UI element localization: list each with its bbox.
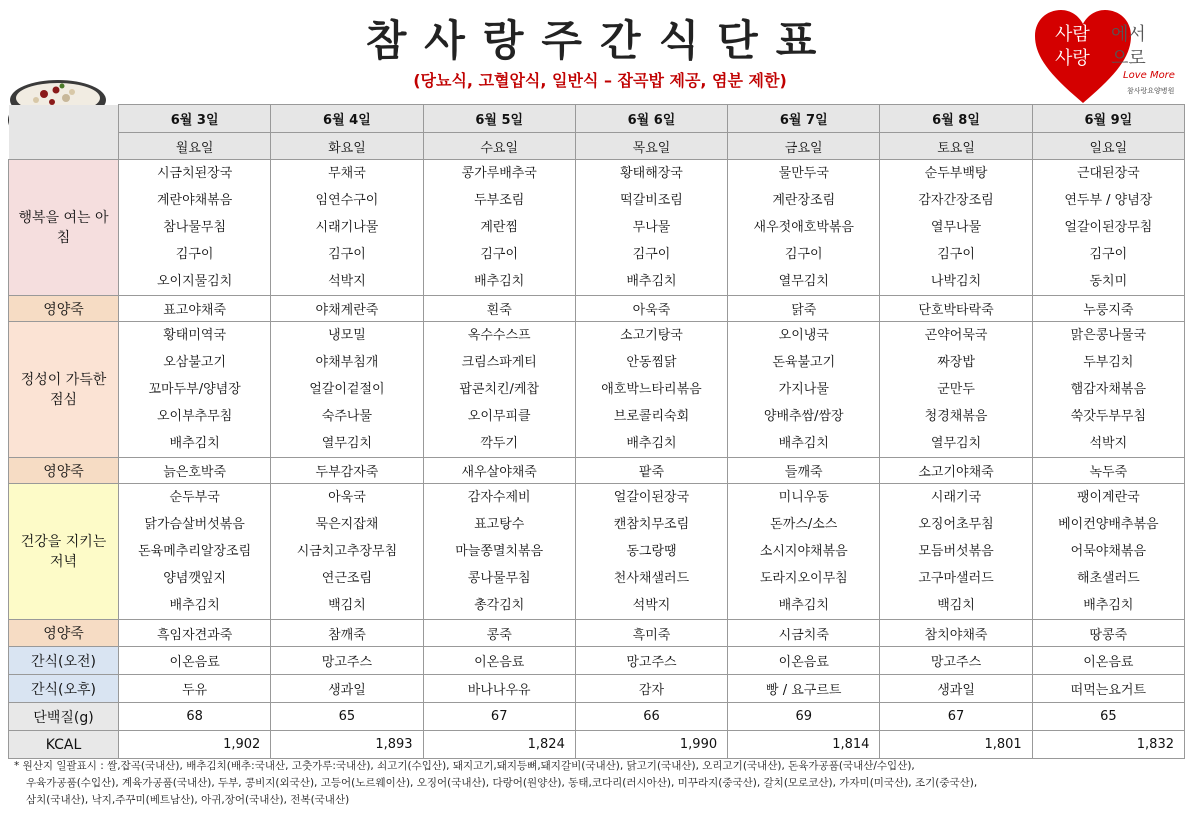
- menu-item: 숙주나물: [321, 409, 373, 424]
- kcal-cell: 1,824: [423, 731, 575, 759]
- menu-item: 김구이: [328, 247, 366, 262]
- porridge-dinner-cell: 흑임자견과죽: [119, 620, 271, 647]
- porridge-dinner-row: [9, 620, 1185, 647]
- porridge-breakfast-cell: 닭죽: [728, 296, 880, 322]
- menu-item: 열무김치: [930, 436, 982, 451]
- menu-item: 얼갈이된장국: [613, 490, 690, 505]
- snack-pm-cell: 빵 / 요구르트: [728, 675, 880, 703]
- menu-item: 김구이: [480, 247, 519, 262]
- menu-item: 냉모밀: [328, 328, 366, 343]
- porridge-breakfast-cell: 누룽지죽: [1032, 296, 1184, 322]
- lunch-cell: [880, 322, 1032, 458]
- logo-text-1: 사람: [1055, 24, 1090, 45]
- menu-item: 캔참치무조림: [613, 517, 690, 532]
- logo-org: 참사랑요양병원: [1127, 87, 1175, 95]
- dinner-cell: [575, 484, 727, 620]
- menu-item: 돈육메추리알장조림: [138, 544, 252, 559]
- weekday-cell: 화요일: [271, 133, 423, 160]
- dinner-cell: [728, 484, 880, 620]
- menu-item: 맑은콩나물국: [1070, 328, 1147, 343]
- porridge-lunch-row: [9, 458, 1185, 484]
- menu-item: 오이지물김치: [156, 274, 233, 289]
- menu-item: 순두부국: [169, 490, 220, 505]
- breakfast-label: 행복을 여는 아침: [9, 160, 119, 296]
- menu-item: 얼갈이된장무침: [1064, 220, 1153, 235]
- menu-item: 참나물무침: [163, 220, 227, 235]
- porridge-dinner-cell: 흑미죽: [575, 620, 727, 647]
- weekday-cell: 목요일: [575, 133, 727, 160]
- menu-item: 양배추쌈/쌈장: [763, 409, 844, 424]
- porridge-breakfast-cell: 단호박타락죽: [880, 296, 1032, 322]
- menu-item: 연근조림: [321, 571, 373, 586]
- menu-item: 도라지오이무침: [759, 571, 848, 586]
- menu-item: 양념깻잎지: [163, 571, 227, 586]
- menu-item: 배추김치: [626, 274, 677, 289]
- menu-item: 순두부백탕: [924, 166, 988, 181]
- menu-item: 콩나물무침: [467, 571, 531, 586]
- menu-item: 콩가루배추국: [461, 166, 537, 181]
- porridge-dinner-cell: 참치야채죽: [880, 620, 1032, 647]
- snack-am-cell: 이온음료: [1032, 647, 1184, 675]
- date-cell: 6월 6일: [575, 105, 727, 133]
- page-subtitle: (당뇨식, 고혈압식, 일반식 – 잡곡밥 제공, 염분 제한): [413, 71, 787, 90]
- porridge-dinner-label: 영양죽: [9, 620, 119, 647]
- breakfast-cell: [1032, 160, 1184, 296]
- menu-item: 청경채볶음: [924, 409, 988, 424]
- protein-cell: 66: [575, 703, 727, 731]
- lunch-cell: [575, 322, 727, 458]
- lunch-cell: [119, 322, 271, 458]
- snack-pm-cell: 바나나우유: [423, 675, 575, 703]
- weekday-cell: 일요일: [1032, 133, 1184, 160]
- menu-item: 안동찜닭: [626, 355, 677, 370]
- snack-pm-row: [9, 675, 1185, 703]
- menu-item: 김구이: [175, 247, 214, 262]
- date-cell: 6월 9일: [1032, 105, 1184, 133]
- menu-item: 묵은지잡채: [315, 517, 379, 532]
- dinner-row: [9, 484, 1185, 620]
- protein-cell: 69: [728, 703, 880, 731]
- menu-item: 소고기탕국: [620, 328, 683, 343]
- kcal-cell: 1,814: [728, 731, 880, 759]
- menu-item: 미니우동: [778, 490, 829, 505]
- menu-item: 동그랑땡: [626, 544, 677, 559]
- menu-item: 배추김치: [1083, 598, 1134, 613]
- weekday-cell: 금요일: [728, 133, 880, 160]
- menu-item: 오이냉국: [778, 328, 829, 343]
- snack-am-cell: 이온음료: [423, 647, 575, 675]
- porridge-breakfast-label: 영양죽: [9, 296, 119, 322]
- menu-item: 꼬마두부/양념장: [148, 382, 241, 397]
- date-cell: 6월 4일: [271, 105, 423, 133]
- porridge-lunch-cell: 새우살야채죽: [423, 458, 575, 484]
- protein-cell: 67: [880, 703, 1032, 731]
- protein-cell: 68: [119, 703, 271, 731]
- menu-item: 석박지: [328, 274, 366, 289]
- kcal-cell: 1,832: [1032, 731, 1184, 759]
- kcal-cell: 1,990: [575, 731, 727, 759]
- menu-item: 깍두기: [480, 436, 519, 451]
- dinner-cell: [1032, 484, 1184, 620]
- snack-am-cell: 망고주스: [880, 647, 1032, 675]
- brand-logo: [1035, 8, 1190, 103]
- menu-item: 돈까스/소스: [770, 517, 838, 532]
- protein-label: 단백질(g): [9, 703, 119, 731]
- logo-text-2: 에서: [1111, 24, 1146, 45]
- menu-item: 동치미: [1089, 274, 1128, 289]
- menu-item: 짜장밥: [937, 355, 975, 370]
- snack-pm-cell: 떠먹는요거트: [1032, 675, 1184, 703]
- lunch-cell: [271, 322, 423, 458]
- menu-item: 소시지야채볶음: [759, 544, 848, 559]
- footnote-line-1: * 원산지 일괄표시 : 쌀,잡곡(국내산), 배추김치(배추:국내산, 고춧가루:국내산), 쇠고기(수입산), 돼지고기,돼지등뼈,돼지갈비(국내산), 닭고기(국내산), 오리고기(국내산), 돈육가공품(국내산/수입산),: [14, 760, 915, 772]
- porridge-lunch-cell: 소고기야채죽: [880, 458, 1032, 484]
- menu-item: 오삼불고기: [163, 355, 227, 370]
- menu-item: 석박지: [1089, 436, 1128, 451]
- porridge-lunch-cell: 두부감자죽: [271, 458, 423, 484]
- menu-item: 돈육불고기: [772, 355, 836, 370]
- protein-cell: 65: [1032, 703, 1184, 731]
- weekday-header-row: [9, 133, 1185, 160]
- logo-text-3: 사랑: [1055, 48, 1090, 69]
- menu-item: 열무김치: [321, 436, 373, 451]
- menu-item: 무나물: [632, 220, 671, 235]
- breakfast-cell: [575, 160, 727, 296]
- kcal-row: [9, 731, 1185, 759]
- menu-item: 배추김치: [778, 598, 829, 613]
- menu-item: 브로콜리숙회: [613, 409, 690, 424]
- lunch-row: [9, 322, 1185, 458]
- porridge-dinner-cell: 콩죽: [423, 620, 575, 647]
- menu-item: 나박김치: [930, 274, 982, 289]
- menu-item: 마늘쫑멸치볶음: [455, 544, 544, 559]
- footnote-line-2: 우육가공품(수입산), 계육가공품(국내산), 두부, 콩비지(외국산), 고등어(노르웨이산), 오징어(국내산), 다랑어(원양산), 동태,코다리(러시아산), 미꾸라지(중국산), 갈치(모로코산), 가자미(미국산), 조기(중국산),: [26, 777, 978, 789]
- menu-item: 김구이: [1089, 247, 1128, 262]
- snack-pm-label: 간식(오후): [9, 675, 119, 703]
- porridge-breakfast-cell: 흰죽: [423, 296, 575, 322]
- menu-item: 황태미역국: [163, 328, 227, 343]
- dinner-label: 건강을 지키는 저녁: [9, 484, 119, 620]
- menu-item: 배추김치: [169, 436, 220, 451]
- porridge-dinner-cell: 시금치죽: [728, 620, 880, 647]
- snack-am-cell: 이온음료: [728, 647, 880, 675]
- menu-item: 임연수구이: [315, 193, 379, 208]
- date-cell: 6월 8일: [880, 105, 1032, 133]
- snack-am-row: [9, 647, 1185, 675]
- menu-item: 팽이계란국: [1076, 490, 1140, 505]
- menu-item: 시금치된장국: [156, 166, 233, 181]
- menu-item: 옥수수스프: [467, 328, 531, 343]
- weekday-cell: 토요일: [880, 133, 1032, 160]
- menu-item: 새우젓애호박볶음: [753, 220, 854, 235]
- menu-item: 팝콘치킨/케찹: [459, 382, 540, 397]
- porridge-lunch-label: 영양죽: [9, 458, 119, 484]
- porridge-lunch-cell: 녹두죽: [1032, 458, 1184, 484]
- kcal-cell: 1,902: [119, 731, 271, 759]
- breakfast-cell: [728, 160, 880, 296]
- menu-item: 쑥갓두부무침: [1070, 409, 1147, 424]
- breakfast-cell: [271, 160, 423, 296]
- protein-cell: 65: [271, 703, 423, 731]
- menu-item: 야채부침개: [315, 355, 379, 370]
- lunch-cell: [423, 322, 575, 458]
- kcal-label: KCAL: [9, 731, 119, 759]
- menu-item: 오징어초무침: [918, 517, 994, 532]
- snack-am-cell: 망고주스: [271, 647, 423, 675]
- snack-pm-cell: 생과일: [271, 675, 423, 703]
- menu-item: 근대된장국: [1076, 166, 1140, 181]
- menu-item: 김구이: [632, 247, 671, 262]
- menu-item: 김구이: [937, 247, 975, 262]
- menu-item: 크림스파게티: [461, 355, 537, 370]
- menu-item: 연두부 / 양념장: [1064, 193, 1153, 208]
- snack-pm-cell: 두유: [119, 675, 271, 703]
- dinner-cell: [119, 484, 271, 620]
- weekday-cell: 월요일: [119, 133, 271, 160]
- protein-cell: 67: [423, 703, 575, 731]
- snack-pm-cell: 감자: [575, 675, 727, 703]
- footnote-line-3: 삼치(국내산), 낙지,주꾸미(베트남산), 아귀,장어(국내산), 전복(국내산): [26, 794, 350, 806]
- menu-item: 모듬버섯볶음: [918, 544, 994, 559]
- menu-item: 햄감자채볶음: [1070, 382, 1147, 397]
- lunch-cell: [728, 322, 880, 458]
- porridge-breakfast-cell: 아욱죽: [575, 296, 727, 322]
- menu-item: 석박지: [632, 598, 671, 613]
- porridge-dinner-cell: 땅콩죽: [1032, 620, 1184, 647]
- lunch-cell: [1032, 322, 1184, 458]
- porridge-breakfast-cell: 표고야채죽: [119, 296, 271, 322]
- menu-item: 어묵야채볶음: [1070, 544, 1147, 559]
- menu-item: 열무나물: [930, 220, 982, 235]
- lunch-label: 정성이 가득한 점심: [9, 322, 119, 458]
- protein-row: [9, 703, 1185, 731]
- snack-pm-cell: 생과일: [880, 675, 1032, 703]
- menu-item: 배추김치: [169, 598, 220, 613]
- menu-item: 계란장조림: [772, 193, 836, 208]
- dinner-cell: [271, 484, 423, 620]
- menu-item: 백김치: [328, 598, 366, 613]
- date-cell: 6월 7일: [728, 105, 880, 133]
- menu-item: 얼갈이겉절이: [309, 382, 385, 397]
- menu-item: 두부조림: [474, 193, 525, 208]
- kcal-cell: 1,893: [271, 731, 423, 759]
- menu-item: 아욱국: [328, 490, 366, 505]
- page-title: 참사랑주간식단표: [365, 16, 835, 65]
- dinner-cell: [423, 484, 575, 620]
- menu-item: 베이컨양배추볶음: [1058, 517, 1159, 532]
- menu-item: 시금치고추장무침: [296, 544, 398, 559]
- menu-item: 김구이: [784, 247, 823, 262]
- logo-text-4: 으로: [1111, 48, 1146, 69]
- breakfast-cell: [423, 160, 575, 296]
- breakfast-cell: [880, 160, 1032, 296]
- kcal-cell: 1,801: [880, 731, 1032, 759]
- logo-tagline: Love More: [1123, 70, 1175, 81]
- menu-item: 천사채샐러드: [613, 571, 690, 586]
- breakfast-row: [9, 160, 1185, 296]
- breakfast-cell: [119, 160, 271, 296]
- snack-am-cell: 이온음료: [119, 647, 271, 675]
- menu-item: 계란찜: [480, 220, 519, 235]
- porridge-lunch-cell: 들깨죽: [728, 458, 880, 484]
- porridge-lunch-cell: 팥죽: [575, 458, 727, 484]
- menu-item: 계란야채볶음: [156, 193, 233, 208]
- dinner-cell: [880, 484, 1032, 620]
- menu-item: 배추김치: [778, 436, 829, 451]
- menu-item: 오이부추무침: [156, 409, 233, 424]
- menu-item: 해초샐러드: [1076, 571, 1140, 586]
- menu-item: 열무김치: [778, 274, 829, 289]
- porridge-dinner-cell: 참깨죽: [271, 620, 423, 647]
- menu-item: 무채국: [328, 166, 366, 181]
- menu-item: 배추김치: [626, 436, 677, 451]
- menu-item: 감자수제비: [467, 490, 531, 505]
- menu-item: 닭가슴살버섯볶음: [144, 517, 245, 532]
- menu-item: 두부김치: [1083, 355, 1134, 370]
- porridge-breakfast-row: [9, 296, 1185, 322]
- date-header-row: [9, 105, 1185, 133]
- menu-item: 애호박느타리볶음: [601, 382, 702, 397]
- menu-item: 떡갈비조림: [620, 193, 683, 208]
- menu-item: 고구마샐러드: [918, 571, 994, 586]
- menu-item: 감자간장조림: [918, 193, 994, 208]
- menu-item: 물만두국: [778, 166, 829, 181]
- menu-item: 시래기국: [930, 490, 982, 505]
- menu-item: 표고탕수: [474, 517, 525, 532]
- date-cell: 6월 5일: [423, 105, 575, 133]
- menu-item: 곤약어묵국: [924, 328, 988, 343]
- weekly-menu-table: [8, 104, 1185, 759]
- menu-item: 백김치: [937, 598, 975, 613]
- date-cell: 6월 3일: [119, 105, 271, 133]
- menu-item: 시래기나물: [315, 220, 379, 235]
- porridge-lunch-cell: 늙은호박죽: [119, 458, 271, 484]
- menu-item: 배추김치: [474, 274, 525, 289]
- porridge-breakfast-cell: 야채계란죽: [271, 296, 423, 322]
- snack-am-cell: 망고주스: [575, 647, 727, 675]
- header-corner: [9, 105, 119, 160]
- menu-item: 가지나물: [778, 382, 829, 397]
- menu-item: 총각김치: [474, 598, 525, 613]
- menu-item: 황태해장국: [620, 166, 683, 181]
- weekday-cell: 수요일: [423, 133, 575, 160]
- snack-am-label: 간식(오전): [9, 647, 119, 675]
- menu-item: 군만두: [937, 382, 975, 397]
- menu-item: 오이무피클: [467, 409, 531, 424]
- origin-footnote: [14, 758, 1184, 809]
